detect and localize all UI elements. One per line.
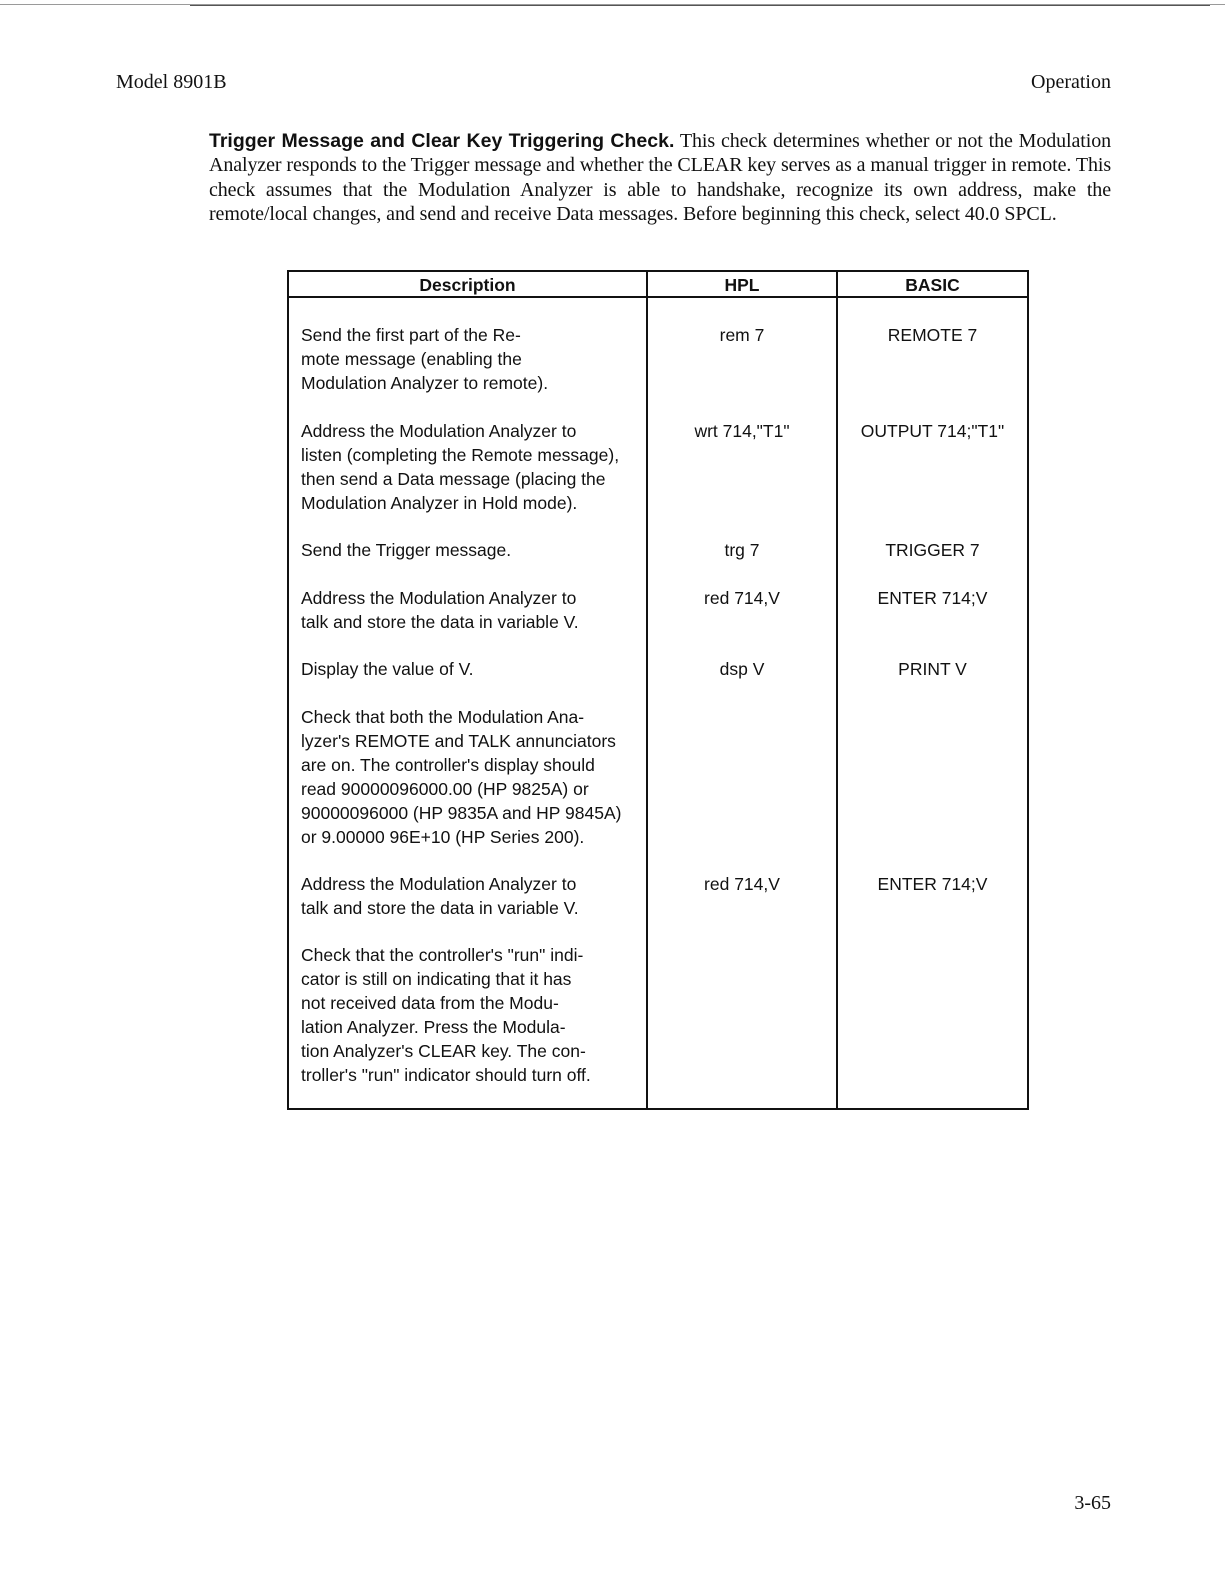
column-header-hpl: HPL: [724, 275, 760, 295]
description-line: or 9.00000 96E+10 (HP Series 200).: [301, 827, 585, 847]
description-line: Address the Modulation Analyzer to: [301, 874, 577, 894]
table-row-basic: PRINT V: [898, 659, 967, 679]
table-row-basic: TRIGGER 7: [885, 540, 980, 560]
table-row-description: [301, 419, 641, 515]
table-row-description: [301, 538, 641, 562]
column-divider: [646, 272, 648, 1108]
table-row-description: [301, 323, 641, 395]
intro-body: This check determines whether or not the Modulation Analyzer responds to the Trigger message and whether the CLEAR key serves as a manual trigger in remote. This check assumes that the Modulation Analyzer is able to handshake, recognize its own address, make the remote/local changes, and send and receive Data messages. Before beginning this check, select 40.0 SPCL.: [209, 130, 1111, 226]
table-row-basic: OUTPUT 714;"T1": [860, 421, 1005, 441]
description-line: are on. The controller's display should: [301, 755, 595, 775]
table-row-hpl: trg 7: [724, 540, 760, 560]
description-line: Check that both the Modulation Ana-: [301, 707, 585, 727]
description-line: Modulation Analyzer in Hold mode).: [301, 493, 578, 513]
description-line: Send the first part of the Re-: [301, 325, 521, 345]
table-row-hpl: wrt 714,"T1": [694, 421, 790, 441]
table-row-description: [301, 872, 641, 920]
table-row-description: [301, 943, 641, 1087]
description-line: talk and store the data in variable V.: [301, 898, 579, 918]
description-line: read 90000096000.00 (HP 9825A) or: [301, 779, 589, 799]
description-line: lation Analyzer. Press the Modula-: [301, 1017, 566, 1037]
table-row-basic: ENTER 714;V: [877, 588, 988, 608]
description-line: lyzer's REMOTE and TALK annunciators: [301, 731, 616, 751]
table-row-basic: REMOTE 7: [887, 325, 978, 345]
description-line: Modulation Analyzer to remote).: [301, 373, 549, 393]
table-row-description: [301, 586, 641, 634]
table-row-description: [301, 657, 641, 681]
table-row-hpl: red 714,V: [704, 874, 780, 894]
table-row-hpl: red 714,V: [704, 588, 780, 608]
description-line: cator is still on indicating that it has: [301, 969, 572, 989]
intro-paragraph: [209, 129, 1111, 227]
description-line: 90000096000 (HP 9835A and HP 9845A): [301, 803, 622, 823]
description-line: talk and store the data in variable V.: [301, 612, 579, 632]
page-number: 3-65: [1074, 1492, 1111, 1514]
table-row-basic: ENTER 714;V: [877, 874, 988, 894]
description-line: Address the Modulation Analyzer to: [301, 421, 577, 441]
intro-heading: Trigger Message and Clear Key Triggering Check.: [209, 130, 675, 152]
description-line: tion Analyzer's CLEAR key. The con-: [301, 1041, 586, 1061]
column-header-basic: BASIC: [905, 275, 960, 295]
command-table: [287, 270, 1029, 1110]
column-header-description: Description: [419, 275, 516, 295]
header-divider: [289, 296, 1027, 298]
header-model: Model 8901B: [116, 71, 227, 93]
table-row-hpl: rem 7: [719, 325, 765, 345]
top-rule-dark: [190, 5, 1210, 6]
description-line: Address the Modulation Analyzer to: [301, 588, 577, 608]
description-line: troller's "run" indicator should turn off.: [301, 1065, 591, 1085]
description-line: not received data from the Modu-: [301, 993, 559, 1013]
header-section: Operation: [1031, 71, 1111, 93]
column-divider: [836, 272, 838, 1108]
description-line: Display the value of V.: [301, 659, 474, 679]
description-line: Send the Trigger message.: [301, 540, 512, 560]
description-line: mote message (enabling the: [301, 349, 522, 369]
table-row-hpl: dsp V: [719, 659, 765, 679]
description-line: then send a Data message (placing the: [301, 469, 606, 489]
table-row-description: [301, 705, 641, 849]
description-line: listen (completing the Remote message),: [301, 445, 620, 465]
description-line: Check that the controller's "run" indi-: [301, 945, 584, 965]
